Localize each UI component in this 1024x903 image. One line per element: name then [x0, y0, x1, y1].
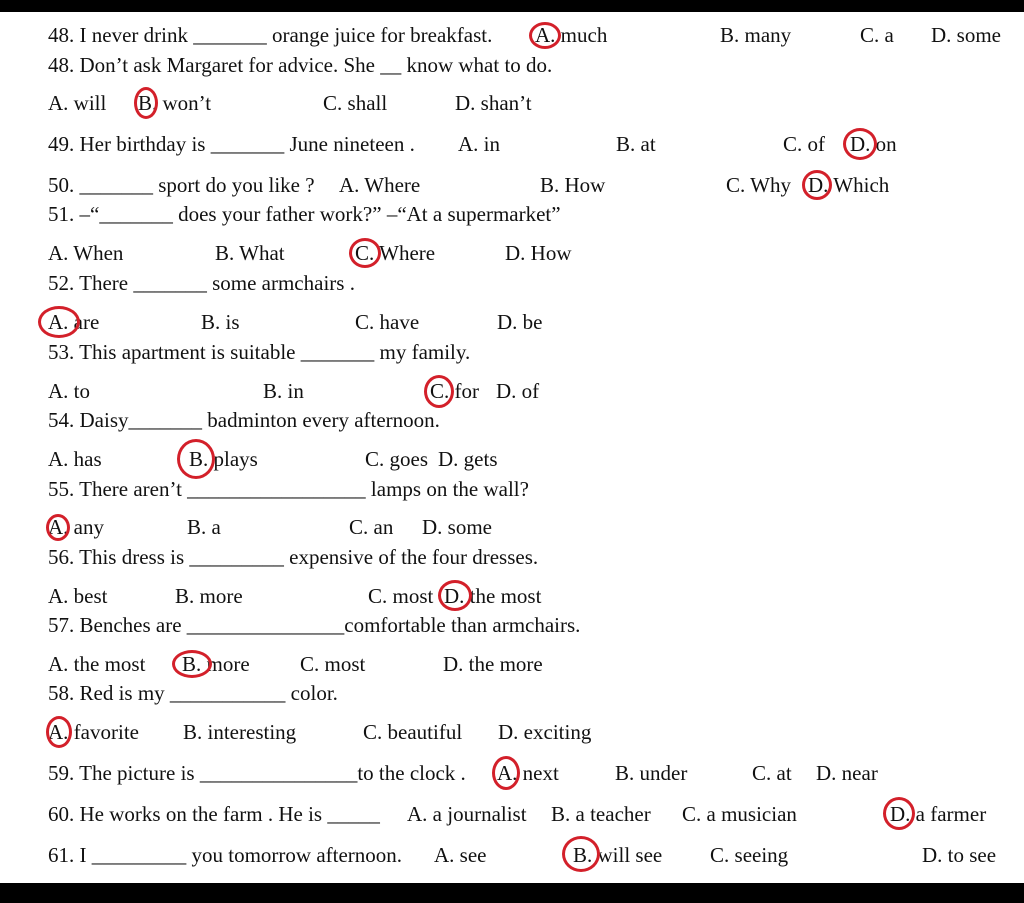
- question-53: [0, 340, 1024, 364]
- question-51-options: [0, 241, 1024, 265]
- option-a[interactable]: A. will: [48, 91, 107, 115]
- option-b[interactable]: B. a: [187, 515, 221, 539]
- question-stem: 60. He works on the farm . He is _____: [48, 802, 380, 826]
- option-b[interactable]: B. is: [201, 310, 240, 334]
- option-c[interactable]: C. at: [752, 761, 792, 785]
- option-c[interactable]: C. beautiful: [363, 720, 463, 744]
- question-50: [0, 173, 1024, 197]
- option-c[interactable]: C. Why: [726, 173, 791, 197]
- question-stem: 48. Don’t ask Margaret for advice. She __ know what to do.: [48, 53, 553, 77]
- option-d[interactable]: D. be: [497, 310, 543, 334]
- question-57: [0, 613, 1024, 637]
- worksheet-page: [0, 12, 1024, 883]
- question-53-options: [0, 379, 1024, 403]
- option-b[interactable]: B. more: [175, 584, 243, 608]
- question-stem: 55. There aren’t _________________ lamps on the wall?: [48, 477, 529, 501]
- option-d[interactable]: D. the most: [444, 584, 542, 608]
- question-stem: 59. The picture is _______________to the clock .: [48, 761, 466, 785]
- option-b[interactable]: B. under: [615, 761, 688, 785]
- option-d[interactable]: D. a farmer: [890, 802, 987, 826]
- option-c[interactable]: C. have: [355, 310, 420, 334]
- option-d[interactable]: D. How: [505, 241, 572, 265]
- option-d[interactable]: D. Which: [808, 173, 890, 197]
- question-59: [0, 761, 1024, 785]
- question-stem: 53. This apartment is suitable _______ my family.: [48, 340, 471, 364]
- option-a[interactable]: A. has: [48, 447, 102, 471]
- option-a[interactable]: A. see: [434, 843, 487, 867]
- question-stem: 61. I _________ you tomorrow afternoon.: [48, 843, 403, 867]
- question-58: [0, 681, 1024, 705]
- option-b[interactable]: B. How: [540, 173, 606, 197]
- option-a[interactable]: A. in: [458, 132, 501, 156]
- question-48a: [0, 23, 1024, 47]
- option-d[interactable]: D. exciting: [498, 720, 592, 744]
- option-b[interactable]: B. at: [616, 132, 656, 156]
- question-stem: 51. –“_______ does your father work?” –“At a supermarket”: [48, 202, 561, 226]
- question-61: [0, 843, 1024, 867]
- option-b[interactable]: B. will see: [573, 843, 663, 867]
- option-c[interactable]: C. goes: [365, 447, 429, 471]
- option-b[interactable]: B. more: [182, 652, 250, 676]
- option-d[interactable]: D. some: [422, 515, 492, 539]
- option-d[interactable]: D. the more: [443, 652, 543, 676]
- question-56-options: [0, 584, 1024, 608]
- option-c[interactable]: C. most: [300, 652, 366, 676]
- option-a[interactable]: A. any: [48, 515, 104, 539]
- option-a[interactable]: A. the most: [48, 652, 146, 676]
- question-48b: [0, 53, 1024, 77]
- question-stem: 58. Red is my ___________ color.: [48, 681, 338, 705]
- question-60: [0, 802, 1024, 826]
- option-c[interactable]: C. most: [368, 584, 434, 608]
- option-d[interactable]: D. near: [816, 761, 878, 785]
- question-stem: 48. I never drink _______ orange juice for breakfast.: [48, 23, 493, 47]
- option-b[interactable]: B. plays: [189, 447, 258, 471]
- question-stem: 52. There _______ some armchairs .: [48, 271, 355, 295]
- option-a[interactable]: A. to: [48, 379, 91, 403]
- option-d[interactable]: D. to see: [922, 843, 997, 867]
- option-a[interactable]: A. next: [497, 761, 559, 785]
- option-b[interactable]: B. won’t: [138, 91, 212, 115]
- question-54-options: [0, 447, 1024, 471]
- question-58-options: [0, 720, 1024, 744]
- option-c[interactable]: C. a: [860, 23, 894, 47]
- option-c[interactable]: C. of: [783, 132, 826, 156]
- question-54: [0, 408, 1024, 432]
- question-55-options: [0, 515, 1024, 539]
- option-b[interactable]: B. many: [720, 23, 792, 47]
- option-b[interactable]: B. What: [215, 241, 285, 265]
- question-stem: 50. _______ sport do you like ?: [48, 173, 315, 197]
- question-48b-options: [0, 91, 1024, 115]
- question-49: [0, 132, 1024, 156]
- option-d[interactable]: D. shan’t: [455, 91, 532, 115]
- question-stem: 49. Her birthday is _______ June nineteen .: [48, 132, 415, 156]
- option-a[interactable]: A. When: [48, 241, 124, 265]
- option-b[interactable]: B. in: [263, 379, 304, 403]
- question-52-options: [0, 310, 1024, 334]
- option-c[interactable]: C. a musician: [682, 802, 797, 826]
- option-c[interactable]: C. Where: [355, 241, 436, 265]
- option-c[interactable]: C. seeing: [710, 843, 789, 867]
- option-a[interactable]: A. favorite: [48, 720, 139, 744]
- option-b[interactable]: B. interesting: [183, 720, 297, 744]
- question-stem: 54. Daisy_______ badminton every afternoon.: [48, 408, 440, 432]
- question-stem: 56. This dress is _________ expensive of the four dresses.: [48, 545, 539, 569]
- option-a[interactable]: A. best: [48, 584, 108, 608]
- option-a[interactable]: A. a journalist: [407, 802, 527, 826]
- option-b[interactable]: B. a teacher: [551, 802, 651, 826]
- option-d[interactable]: D. gets: [438, 447, 498, 471]
- option-c[interactable]: C. an: [349, 515, 394, 539]
- option-d[interactable]: D. some: [931, 23, 1001, 47]
- option-a[interactable]: A. are: [48, 310, 100, 334]
- option-a[interactable]: A. much: [535, 23, 608, 47]
- option-a[interactable]: A. Where: [339, 173, 421, 197]
- question-52: [0, 271, 1024, 295]
- question-56: [0, 545, 1024, 569]
- question-51: [0, 202, 1024, 226]
- question-stem: 57. Benches are _______________comfortable than armchairs.: [48, 613, 581, 637]
- option-d[interactable]: D. of: [496, 379, 540, 403]
- option-d[interactable]: D. on: [850, 132, 897, 156]
- question-55: [0, 477, 1024, 501]
- option-c[interactable]: C. for: [430, 379, 480, 403]
- option-c[interactable]: C. shall: [323, 91, 388, 115]
- question-57-options: [0, 652, 1024, 676]
